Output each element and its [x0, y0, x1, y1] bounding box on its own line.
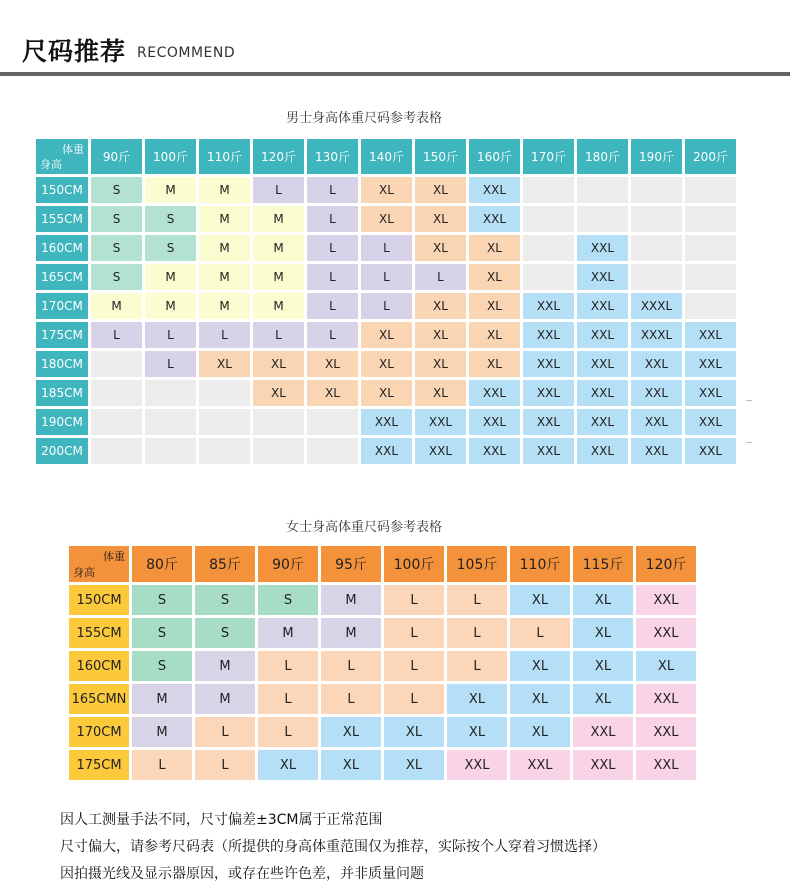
size-cell: XL: [361, 206, 412, 232]
weight-column-header: 80斤: [132, 546, 192, 582]
size-cell: XXL: [361, 409, 412, 435]
size-cell: M: [145, 293, 196, 319]
size-cell: XXL: [636, 717, 696, 747]
size-cell: S: [91, 206, 142, 232]
size-cell: [685, 235, 736, 261]
height-row-header: 165CMN: [69, 684, 129, 714]
men-size-table: [33, 136, 739, 467]
size-cell: XXL: [636, 618, 696, 648]
size-cell: XXL: [577, 293, 628, 319]
size-cell: XL: [321, 717, 381, 747]
women-size-table: [66, 543, 699, 783]
weight-column-header: 180斤: [577, 139, 628, 174]
size-cell: L: [384, 651, 444, 681]
size-cell: L: [361, 264, 412, 290]
size-cell: S: [91, 264, 142, 290]
weight-column-header: 90斤: [91, 139, 142, 174]
size-cell: L: [253, 177, 304, 203]
height-row-header: 185CM: [36, 380, 88, 406]
size-cell: XXL: [577, 351, 628, 377]
size-cell: XXL: [469, 177, 520, 203]
size-cell: L: [384, 684, 444, 714]
size-cell: L: [447, 618, 507, 648]
weight-column-header: 85斤: [195, 546, 255, 582]
size-cell: [145, 380, 196, 406]
size-cell: [253, 438, 304, 464]
height-row-header: 175CM: [69, 750, 129, 780]
size-cell: XXL: [631, 438, 682, 464]
size-cell: M: [253, 293, 304, 319]
table-row: [69, 585, 696, 615]
weight-axis-label: 体重: [62, 143, 84, 156]
weight-column-header: 110斤: [199, 139, 250, 174]
size-cell: L: [307, 293, 358, 319]
size-cell: XL: [415, 322, 466, 348]
height-row-header: 200CM: [36, 438, 88, 464]
weight-column-header: 115斤: [573, 546, 633, 582]
height-row-header: 175CM: [36, 322, 88, 348]
size-cell: [685, 293, 736, 319]
size-cell: [91, 380, 142, 406]
height-axis-label: 身高: [73, 566, 95, 579]
size-cell: XL: [253, 380, 304, 406]
size-cell: XL: [258, 750, 318, 780]
weight-column-header: 130斤: [307, 139, 358, 174]
size-cell: [307, 438, 358, 464]
height-row-header: 155CM: [69, 618, 129, 648]
size-cell: [199, 409, 250, 435]
weight-column-header: 170斤: [523, 139, 574, 174]
size-cell: XXL: [523, 438, 574, 464]
size-cell: XXL: [469, 409, 520, 435]
size-cell: XXXL: [631, 293, 682, 319]
size-cell: L: [361, 235, 412, 261]
size-cell: XL: [573, 618, 633, 648]
table-row: [36, 380, 736, 406]
height-row-header: 150CM: [69, 585, 129, 615]
size-cell: XL: [415, 206, 466, 232]
size-cell: XXL: [636, 585, 696, 615]
size-cell: L: [307, 235, 358, 261]
size-cell: L: [145, 322, 196, 348]
size-cell: [577, 177, 628, 203]
edge-mark: [746, 400, 752, 401]
size-cell: [685, 177, 736, 203]
table-row: [36, 206, 736, 232]
size-cell: M: [199, 264, 250, 290]
size-cell: M: [321, 618, 381, 648]
size-cell: XL: [469, 235, 520, 261]
size-cell: L: [145, 351, 196, 377]
size-cell: XL: [307, 351, 358, 377]
size-cell: [91, 409, 142, 435]
weight-axis-label: 体重: [103, 550, 125, 563]
table-row: [36, 351, 736, 377]
table-row: [36, 438, 736, 464]
size-cell: [523, 264, 574, 290]
size-cell: [523, 206, 574, 232]
size-cell: L: [361, 293, 412, 319]
size-cell: XXL: [523, 351, 574, 377]
size-cell: L: [307, 264, 358, 290]
size-cell: L: [307, 322, 358, 348]
size-cell: [631, 235, 682, 261]
note-line: 因拍摄光线及显示器原因，或存在些许色差，并非质量问题: [60, 866, 424, 882]
size-cell: L: [258, 684, 318, 714]
height-row-header: 190CM: [36, 409, 88, 435]
size-cell: L: [307, 206, 358, 232]
women-table-title: 女士身高体重尺码参考表格: [286, 520, 443, 535]
weight-column-header: 110斤: [510, 546, 570, 582]
size-cell: XL: [415, 235, 466, 261]
height-row-header: 170CM: [69, 717, 129, 747]
height-row-header: 160CM: [36, 235, 88, 261]
size-cell: S: [132, 651, 192, 681]
size-cell: XL: [447, 684, 507, 714]
size-cell: M: [132, 717, 192, 747]
size-cell: XL: [469, 351, 520, 377]
weight-column-header: 100斤: [145, 139, 196, 174]
size-cell: XXL: [361, 438, 412, 464]
size-cell: XXL: [510, 750, 570, 780]
size-cell: XXL: [523, 409, 574, 435]
size-cell: XXL: [577, 409, 628, 435]
size-cell: M: [145, 177, 196, 203]
size-cell: XL: [253, 351, 304, 377]
table-row: [69, 717, 696, 747]
size-cell: [145, 438, 196, 464]
size-cell: M: [253, 264, 304, 290]
header-row: [69, 546, 696, 582]
height-row-header: 170CM: [36, 293, 88, 319]
height-row-header: 155CM: [36, 206, 88, 232]
size-cell: L: [258, 717, 318, 747]
table-row: [69, 618, 696, 648]
size-cell: XXL: [577, 380, 628, 406]
size-cell: XXL: [523, 293, 574, 319]
size-cell: S: [195, 618, 255, 648]
size-cell: XL: [510, 684, 570, 714]
size-cell: XXL: [685, 351, 736, 377]
weight-column-header: 140斤: [361, 139, 412, 174]
size-cell: L: [91, 322, 142, 348]
table-row: [36, 264, 736, 290]
height-row-header: 165CM: [36, 264, 88, 290]
size-cell: L: [384, 618, 444, 648]
size-cell: XL: [510, 717, 570, 747]
height-row-header: 180CM: [36, 351, 88, 377]
size-cell: L: [321, 684, 381, 714]
size-cell: [577, 206, 628, 232]
size-cell: L: [258, 651, 318, 681]
size-cell: XXL: [469, 438, 520, 464]
height-row-header: 150CM: [36, 177, 88, 203]
table-row: [36, 293, 736, 319]
size-cell: XL: [361, 380, 412, 406]
weight-column-header: 90斤: [258, 546, 318, 582]
weight-column-header: 190斤: [631, 139, 682, 174]
size-cell: S: [132, 618, 192, 648]
size-cell: [685, 206, 736, 232]
size-cell: XL: [384, 750, 444, 780]
size-cell: XL: [361, 177, 412, 203]
size-cell: S: [258, 585, 318, 615]
height-axis-label: 身高: [40, 158, 62, 171]
size-cell: M: [199, 293, 250, 319]
table-row: [36, 177, 736, 203]
size-cell: M: [91, 293, 142, 319]
size-cell: L: [321, 651, 381, 681]
size-cell: XL: [447, 717, 507, 747]
weight-column-header: 150斤: [415, 139, 466, 174]
size-cell: M: [132, 684, 192, 714]
size-cell: XL: [361, 322, 412, 348]
size-cell: [523, 235, 574, 261]
corner-cell: [36, 139, 88, 174]
size-cell: XXL: [636, 684, 696, 714]
weight-column-header: 105斤: [447, 546, 507, 582]
size-cell: XXL: [415, 409, 466, 435]
size-cell: XXL: [573, 750, 633, 780]
size-cell: L: [415, 264, 466, 290]
page-header: [0, 0, 790, 76]
header-divider: [0, 72, 790, 76]
size-cell: S: [91, 177, 142, 203]
size-cell: XXL: [523, 380, 574, 406]
size-cell: L: [199, 322, 250, 348]
size-cell: XL: [415, 293, 466, 319]
size-cell: XXL: [469, 206, 520, 232]
size-cell: XXL: [577, 235, 628, 261]
size-cell: L: [132, 750, 192, 780]
men-table-title: 男士身高体重尺码参考表格: [286, 111, 443, 126]
size-cell: XL: [307, 380, 358, 406]
size-cell: XXXL: [631, 322, 682, 348]
size-cell: L: [307, 177, 358, 203]
size-cell: XXL: [631, 409, 682, 435]
size-cell: S: [195, 585, 255, 615]
size-cell: XL: [361, 351, 412, 377]
weight-column-header: 120斤: [636, 546, 696, 582]
table-row: [69, 651, 696, 681]
header-row: [36, 139, 736, 174]
size-cell: M: [199, 177, 250, 203]
size-cell: L: [195, 717, 255, 747]
weight-column-header: 100斤: [384, 546, 444, 582]
size-cell: [307, 409, 358, 435]
table-row: [69, 684, 696, 714]
size-cell: L: [384, 585, 444, 615]
size-cell: [253, 409, 304, 435]
weight-column-header: 95斤: [321, 546, 381, 582]
size-cell: XXL: [631, 380, 682, 406]
size-cell: XL: [636, 651, 696, 681]
size-cell: M: [199, 206, 250, 232]
size-cell: M: [145, 264, 196, 290]
height-row-header: 160CM: [69, 651, 129, 681]
size-cell: [631, 206, 682, 232]
size-cell: XXL: [577, 438, 628, 464]
size-cell: M: [321, 585, 381, 615]
size-cell: XXL: [415, 438, 466, 464]
page-title: 尺码推荐: [22, 37, 127, 66]
table-row: [36, 235, 736, 261]
size-cell: XL: [469, 293, 520, 319]
size-cell: XXL: [685, 380, 736, 406]
size-cell: XXL: [523, 322, 574, 348]
size-cell: [685, 264, 736, 290]
size-cell: M: [258, 618, 318, 648]
size-cell: [91, 438, 142, 464]
size-cell: XL: [321, 750, 381, 780]
size-cell: S: [145, 206, 196, 232]
size-cell: XXL: [685, 322, 736, 348]
size-cell: XL: [510, 585, 570, 615]
size-cell: XL: [573, 585, 633, 615]
size-cell: M: [199, 235, 250, 261]
size-cell: XL: [415, 380, 466, 406]
size-cell: L: [510, 618, 570, 648]
size-cell: M: [195, 684, 255, 714]
size-cell: XL: [469, 322, 520, 348]
size-cell: XL: [510, 651, 570, 681]
size-cell: L: [447, 585, 507, 615]
size-cell: XXL: [469, 380, 520, 406]
note-line: 尺寸偏大，请参考尺码表（所提供的身高体重范围仅为推荐，实际按个人穿着习惯选择）: [60, 839, 606, 855]
page-subtitle: RECOMMEND: [137, 45, 236, 61]
size-cell: [199, 438, 250, 464]
size-cell: XXL: [577, 322, 628, 348]
table-row: [69, 750, 696, 780]
size-cell: XL: [384, 717, 444, 747]
weight-column-header: 120斤: [253, 139, 304, 174]
weight-column-header: 160斤: [469, 139, 520, 174]
size-cell: L: [253, 322, 304, 348]
size-cell: L: [195, 750, 255, 780]
size-cell: XL: [415, 351, 466, 377]
size-cell: S: [132, 585, 192, 615]
size-cell: [523, 177, 574, 203]
table-row: [36, 409, 736, 435]
size-cell: [199, 380, 250, 406]
size-cell: [145, 409, 196, 435]
table-row: [36, 322, 736, 348]
note-line: 因人工测量手法不同，尺寸偏差±3CM属于正常范围: [60, 812, 383, 828]
size-cell: S: [145, 235, 196, 261]
size-cell: M: [253, 235, 304, 261]
size-cell: [631, 177, 682, 203]
size-cell: XXL: [685, 438, 736, 464]
edge-mark: [746, 442, 752, 443]
size-cell: XXL: [631, 351, 682, 377]
size-cell: S: [91, 235, 142, 261]
size-cell: XL: [415, 177, 466, 203]
size-cell: XL: [469, 264, 520, 290]
size-cell: XL: [573, 684, 633, 714]
size-cell: XXL: [636, 750, 696, 780]
size-cell: XXL: [685, 409, 736, 435]
size-cell: L: [447, 651, 507, 681]
size-notes: [60, 810, 606, 891]
size-cell: XL: [199, 351, 250, 377]
size-cell: XL: [573, 651, 633, 681]
weight-column-header: 200斤: [685, 139, 736, 174]
size-cell: M: [195, 651, 255, 681]
size-cell: XXL: [577, 264, 628, 290]
size-cell: [91, 351, 142, 377]
size-cell: XXL: [447, 750, 507, 780]
corner-cell: [69, 546, 129, 582]
size-cell: M: [253, 206, 304, 232]
size-cell: XXL: [573, 717, 633, 747]
size-cell: [631, 264, 682, 290]
